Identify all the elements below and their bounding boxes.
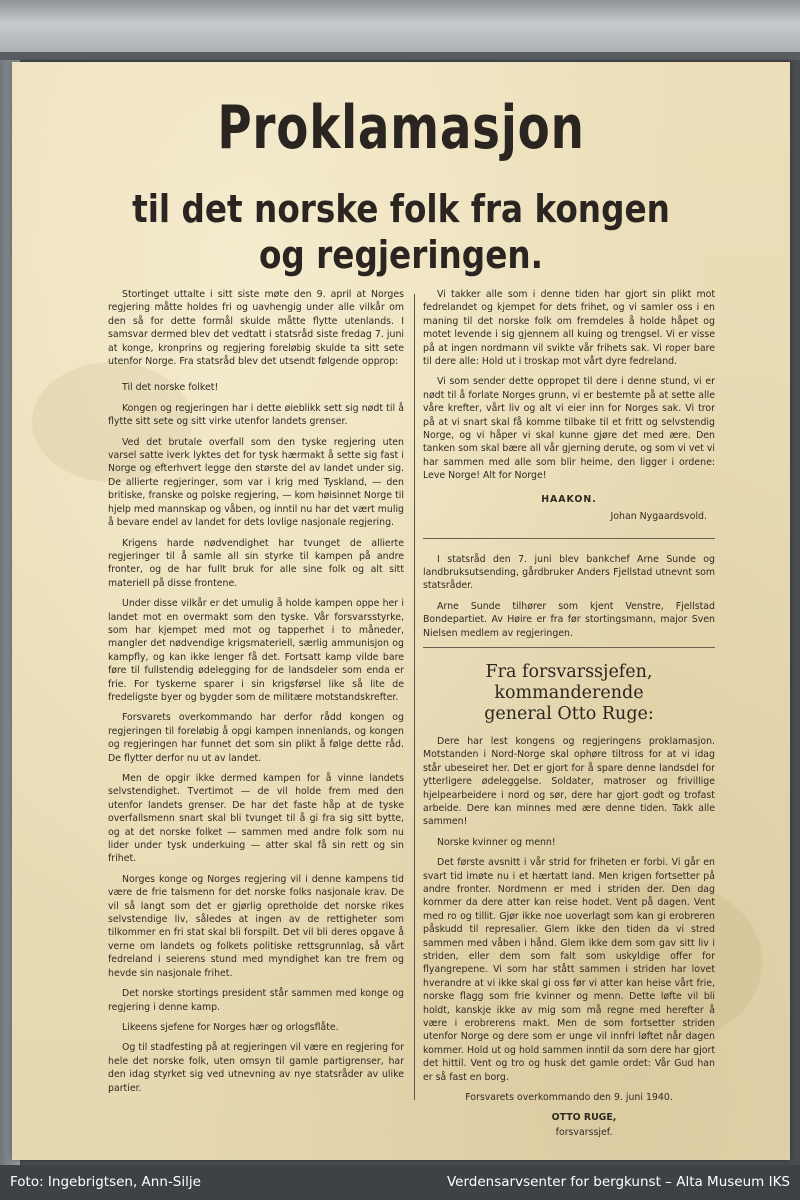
right-text-column	[423, 288, 715, 1139]
paragraph: Til det norske folket!	[122, 382, 219, 394]
paragraph: Likeens sjefene for Norges hær og orlogsflåte.	[122, 1021, 339, 1033]
paragraph: Norske kvinner og menn!	[437, 836, 556, 848]
paragraph: Det norske stortings president står sammen med konge og regjering i denne kamp.	[108, 988, 404, 1013]
section-divider	[423, 538, 715, 539]
section-divider	[423, 647, 715, 648]
paragraph: Vi som sender dette oppropet til dere i denne stund, vi er nødt til å forlate Norges grunn, vi er bestemte på at sette alle våre krefter, vårt liv og alt vi eier inn for Norges sak. Vi tror på at vi snart skal få komme tilbake til et fritt og selvstendig Norge, og vi håper vi skal kunne gjøre det med ære. Den tanken som skal bære all vår gjerning derute, og som vi vet vi har sammen med alle som blir heime, den ligger i ordene: Leve Norge! Alt for Norge!	[423, 376, 715, 482]
proclamation-poster	[12, 62, 790, 1160]
ruge-date-line: Forsvarets overkommando den 9. juni 1940.	[465, 1092, 673, 1104]
subtitle-line-1: til det norske folk fra kongen	[132, 187, 670, 231]
ruge-heading	[423, 662, 715, 725]
ruge-heading-line-1: Fra forsvarssjefen, kommanderende	[485, 661, 653, 703]
paragraph: Ved det brutale overfall som den tyske regjering uten varsel satte iverk lyktes det for tysk hærmakt å sette sig fast i Norge og efterhvert legge den største del av landet under sig. De allierte regjeringer, som var i krig med Tyskland, — den britiske, franske og polske regjering, — kom høisinnet Norge til hjelp med mannskap og våben, og inntil nu har det vært mulig å bevare endel av landet for dets lovlige nasjonale regjering.	[108, 436, 404, 529]
subtitle-line-2: og regjeringen.	[258, 233, 544, 277]
caption-bar	[0, 1165, 800, 1200]
paragraph: Forsvarets overkommando har derfor rådd kongen og regjeringen til foreløbig å opgi kampen innenlands, og kongen og regjeringen har funnet det som sin plikt å følge dette råd. De flytter derfor nu ut av landet.	[108, 712, 404, 764]
signature-prime-minister: Johan Nygaardsvold.	[610, 511, 707, 523]
left-text-column	[108, 288, 404, 1102]
paragraph: Krigens harde nødvendighet har tvunget de allierte regjeringer til å samle all sin styrke til kampen på andre fronter, og de har fullt bruk for alle sine folk og alt sitt materiell på disse frontene.	[108, 537, 404, 589]
paragraph: Men de opgir ikke dermed kampen for å vinne landets selvstendighet. Tvertimot — de vil holde frem med den utenfor landets grenser. De har det faste håp at de tyske overfallsmenn snart skal bli tvunget til å gi fra sig sitt bytte, og at det norske folket — sammen med andre folk som nu lider under tysk underkuing — atter skal få sin rett og sin frihet.	[108, 773, 404, 865]
paragraph: Og til stadfesting på at regjeringen vil være en regjering for hele det norske folk, uten omsyn til gamle partigrenser, har den idag styrket sig ved utnevning av nye statsråder av ulike partier.	[108, 1042, 404, 1094]
paragraph: Dere har lest kongens og regjeringens proklamasjon. Motstanden i Nord-Norge skal ophøre tiltross for at vi idag står ubeseiret her. Det er gjort for å spare denne landsdel for ytterligere ødeleggelse. Soldater, matroser og frivillige hjelpearbeidere i nord og sør, dere har gjort godt og trofast arbeide. Dere kan minnes med ære denne tiden. Takk alle sammen!	[423, 735, 715, 828]
ruge-title: forsvarssjef.	[555, 1126, 613, 1138]
institution-credit: Verdensarvsenter for bergkunst – Alta Museum IKS	[447, 1174, 790, 1190]
paragraph: Under disse vilkår er det umulig å holde kampen oppe her i landet mot en overmakt som den tyske. Vår forsvarsstyrke, som har kjempet med mot og tapperhet i to måneder, mangler det nødvendige krigsmateriell, særlig ammunisjon og kampfly, og kan ikke lenger få det. Fortsatt kamp vilde bare føre til fullstendig ødelegging for de landsdeler som enda er frie. For tyskerne sparer i sin krigsførsel like så lite de fredeligste byer og bygder som de militære motstandskrefter.	[108, 598, 404, 703]
signature-ruge: OTTO RUGE,	[551, 1111, 617, 1123]
signature-king: HAAKON.	[541, 493, 597, 505]
paragraph: Arne Sunde tilhører som kjent Venstre, Fjellstad Bondepartiet. Av Høire er fra før stortingsmann, major Sven Nielsen medlem av regjeringen.	[423, 600, 715, 639]
column-divider	[414, 294, 415, 1100]
photo-credit: Foto: Ingebrigtsen, Ann-Silje	[10, 1174, 201, 1190]
paragraph: Kongen og regjeringen har i dette øieblikk sett sig nødt til å flytte sitt sete og sitt virke utenfor landets grenser.	[108, 402, 404, 428]
poster-subtitle	[66, 186, 735, 278]
ruge-heading-line-2: general Otto Ruge:	[484, 703, 654, 724]
paragraph: Vi takker alle som i denne tiden har gjort sin plikt mot fedrelandet og kjempet for dets frihet, og vi samler oss i en maning til det norske folk om fremdeles å holde håpet og motet levende i sig gjennem all kuing og trengsel. Vi er visse på at ingen nordmann vil svikte vår frihets sak. Vi roper bare til dere alle: Hold ut i troskap mot vårt dyre fedreland.	[423, 289, 715, 368]
paragraph: Det første avsnitt i vår strid for friheten er forbi. Vi går en svart tid imøte nu i et hærtatt land. Men krigen fortsetter på andre fronter. Nordmenn er med i striden der. Den dag kommer da dere atter kan reise hodet. Vent på dagen. Vent med ro og tillit. Gjør ikke noe uoverlagt som kan gi erobreren påskudd til represalier. Glem ikke den tiden da vi stred sammen med våben i hånd. Glem ikke dem som gav sitt liv i striden, eller dem som falt som uskyldige offer for flyangrepene. Vi som har stått sammen i striden har lovet hverandre at vi ikke skal gi oss før vi atter kan heise vårt frie, norske flagg som frie kvinner og menn. Dette løfte vil bli holdt, kanskje ikke av mig som må regne med herefter å være i erobrerens makt. Men de som fortsetter striden utenfor Norge og dere som er unge vil innfri løftet når dagen kommer. Hold ut og hold sammen inntil da som dere har gjort det hittil. Vent og tro og husk det gamle ordet: Vår Gud han er så fast en borg.	[423, 857, 715, 1083]
paragraph: Norges konge og Norges regjering vil i denne kampens tid være de frie talsmenn for det norske folks nasjonale krav. De vil så langt som det er gjørlig opretholde det norske rikes selvstendige liv, således at ingen av de rettigheter som tilkommer en fri stat skal bli forspilt. Det vil bli deres opgave å verne om landets og folkets politiske rettsgrunnlag, så vårt fedreland i seierens stund med myndighet kan tre frem og hevde sin nasjonale frihet.	[108, 873, 404, 979]
paragraph: Stortinget uttalte i sitt siste møte den 9. april at Norges regjering måtte holdes fri og uavhengig under alle vilkår om den så for dette formål skulde måtte flytte utenlands. I samsvar dermed blev det vedtatt i statsråd siste fredag 7. juni at konge, kronprins og regjering foreløbig skulde ta sitt sete utenfor Norge. Fra statsråd blev det utsendt følgende opprop:	[108, 289, 404, 368]
paragraph: I statsråd den 7. juni blev bankchef Arne Sunde og landbruksutsending, gårdbruker Anders Fjellstad utnevnt som statsråder.	[423, 553, 715, 592]
display-frame-top	[0, 0, 800, 60]
poster-title: Proklamasjon	[217, 93, 585, 163]
